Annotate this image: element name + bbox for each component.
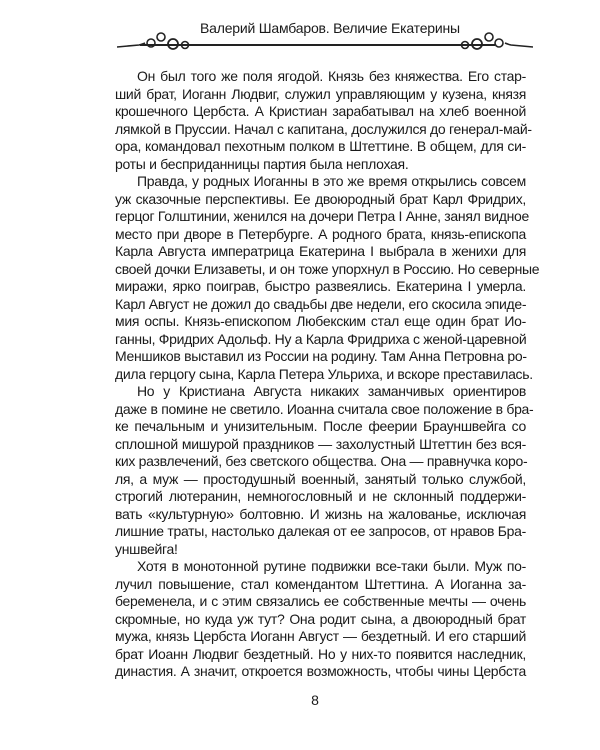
text-line: мужа, князь Цербста Иоганн Август — бездетный. И его старший bbox=[115, 628, 526, 644]
text-line: строгий лютеранин, немногословный и не склонный поддержи- bbox=[115, 488, 526, 504]
text-line: Карла Августа императрица Екатерина I выбрала в женихи для bbox=[115, 243, 526, 259]
running-header bbox=[0, 14, 600, 54]
paragraph bbox=[115, 173, 540, 383]
header-rule bbox=[140, 44, 495, 46]
text-line: лучил повышение, стал комендантом Штеттина. А Иоганна за- bbox=[115, 575, 526, 592]
ornament-right-icon bbox=[453, 31, 533, 53]
text-line: своей дочки Елизаветы, и он тоже упорхнул в Россию. Но северные bbox=[115, 260, 540, 277]
text-line: скромные, но куда уж тут? Она родит сына, а двоюродный брат bbox=[115, 610, 526, 627]
text-line: уншвейга! bbox=[115, 540, 178, 557]
text-line: Правда, у родных Иоганны в это же время открылись совсем bbox=[137, 173, 526, 189]
ornament-left-icon bbox=[117, 31, 197, 53]
text-line: герцог Голштинии, женился на дочери Петра I Анне, занял видное bbox=[115, 208, 530, 224]
text-line: Он был того же поля ягодой. Князь без княжества. Его стар- bbox=[137, 68, 526, 84]
text-line: сплошной мишурой праздников — захолустный Штеттин без вся- bbox=[115, 435, 526, 452]
text-line: мия оспы. Князь-епископом Любекским стал еще один брат Ио- bbox=[115, 313, 526, 329]
paragraph bbox=[115, 383, 534, 558]
paragraph bbox=[115, 68, 532, 173]
text-line: беременела, и с этим связались ее собственные мечты — очень bbox=[115, 593, 526, 609]
running-header-title: Валерий Шамбаров. Величие Екатерины bbox=[200, 20, 460, 36]
page-number: 8 bbox=[311, 692, 319, 708]
text-line: Меншиков выставил из России на родину. Там Анна Петровна ро- bbox=[115, 348, 527, 364]
text-line: уж сказочные перспективы. Ее двоюродный брат Карл Фридрих, bbox=[115, 190, 526, 207]
text-line: дила герцогу сына, Карла Петера Ульриха, и вскоре преставилась. bbox=[115, 365, 533, 382]
text-line: лишние траты, настолько далекая от ее запросов, от нравов Бра- bbox=[115, 523, 526, 539]
text-line: даже в помине не светило. Иоанна считала свое положение в бра- bbox=[115, 400, 534, 417]
text-line: ких развлечений, без светского общества. Она — правнучка коро- bbox=[115, 453, 528, 469]
paragraph bbox=[115, 558, 526, 681]
text-line: династия. А значит, откроется возможность, чтобы чины Цербста bbox=[115, 663, 526, 679]
text-line: Карл Август не дожил до свадьбы две недели, его скосила эпиде- bbox=[115, 295, 527, 312]
text-line: ший брат, Иоганн Людвиг, служил управляющим у кузена, князя bbox=[115, 85, 526, 102]
text-line: Хотя в монотонной рутине подвижки все-таки были. Муж по- bbox=[137, 558, 526, 574]
text-line: место при дворе в Петербурге. А родного брата, князь-епископа bbox=[115, 225, 526, 242]
text-line: ганны, Фридрих Адольф. Ну а Карла Фридриха с женой-царевной bbox=[115, 330, 527, 347]
text-line: ля, а муж — простодушный военный, занятый только службой, bbox=[115, 470, 526, 487]
text-line: лямкой в Пруссии. Начал с капитана, дослужился до генерал-май- bbox=[115, 120, 532, 137]
text-line: ора, командовал пехотным полком в Штеттине. В общем, для си- bbox=[115, 138, 526, 154]
body-text bbox=[115, 68, 540, 681]
text-line: миражи, ярко поиграв, быстро развеялись. Екатерина I умерла. bbox=[115, 278, 526, 294]
text-line: вать «культурную» болтовню. И жизнь на жалованье, исключая bbox=[115, 505, 526, 522]
text-line: ке печальным и унизительным. После феерии Брауншвейга со bbox=[115, 418, 526, 434]
text-line: крошечного Цербста. А Кристиан зарабатывал на хлеб военной bbox=[115, 103, 526, 119]
text-line: Но у Кристиана Августа никаких заманчивых ориентиров bbox=[137, 383, 526, 399]
text-line: роты и бесприданницы партия была неплохая. bbox=[115, 155, 409, 172]
text-line: брат Иоанн Людвиг бездетный. Но у них-то появится наследник, bbox=[115, 645, 526, 662]
